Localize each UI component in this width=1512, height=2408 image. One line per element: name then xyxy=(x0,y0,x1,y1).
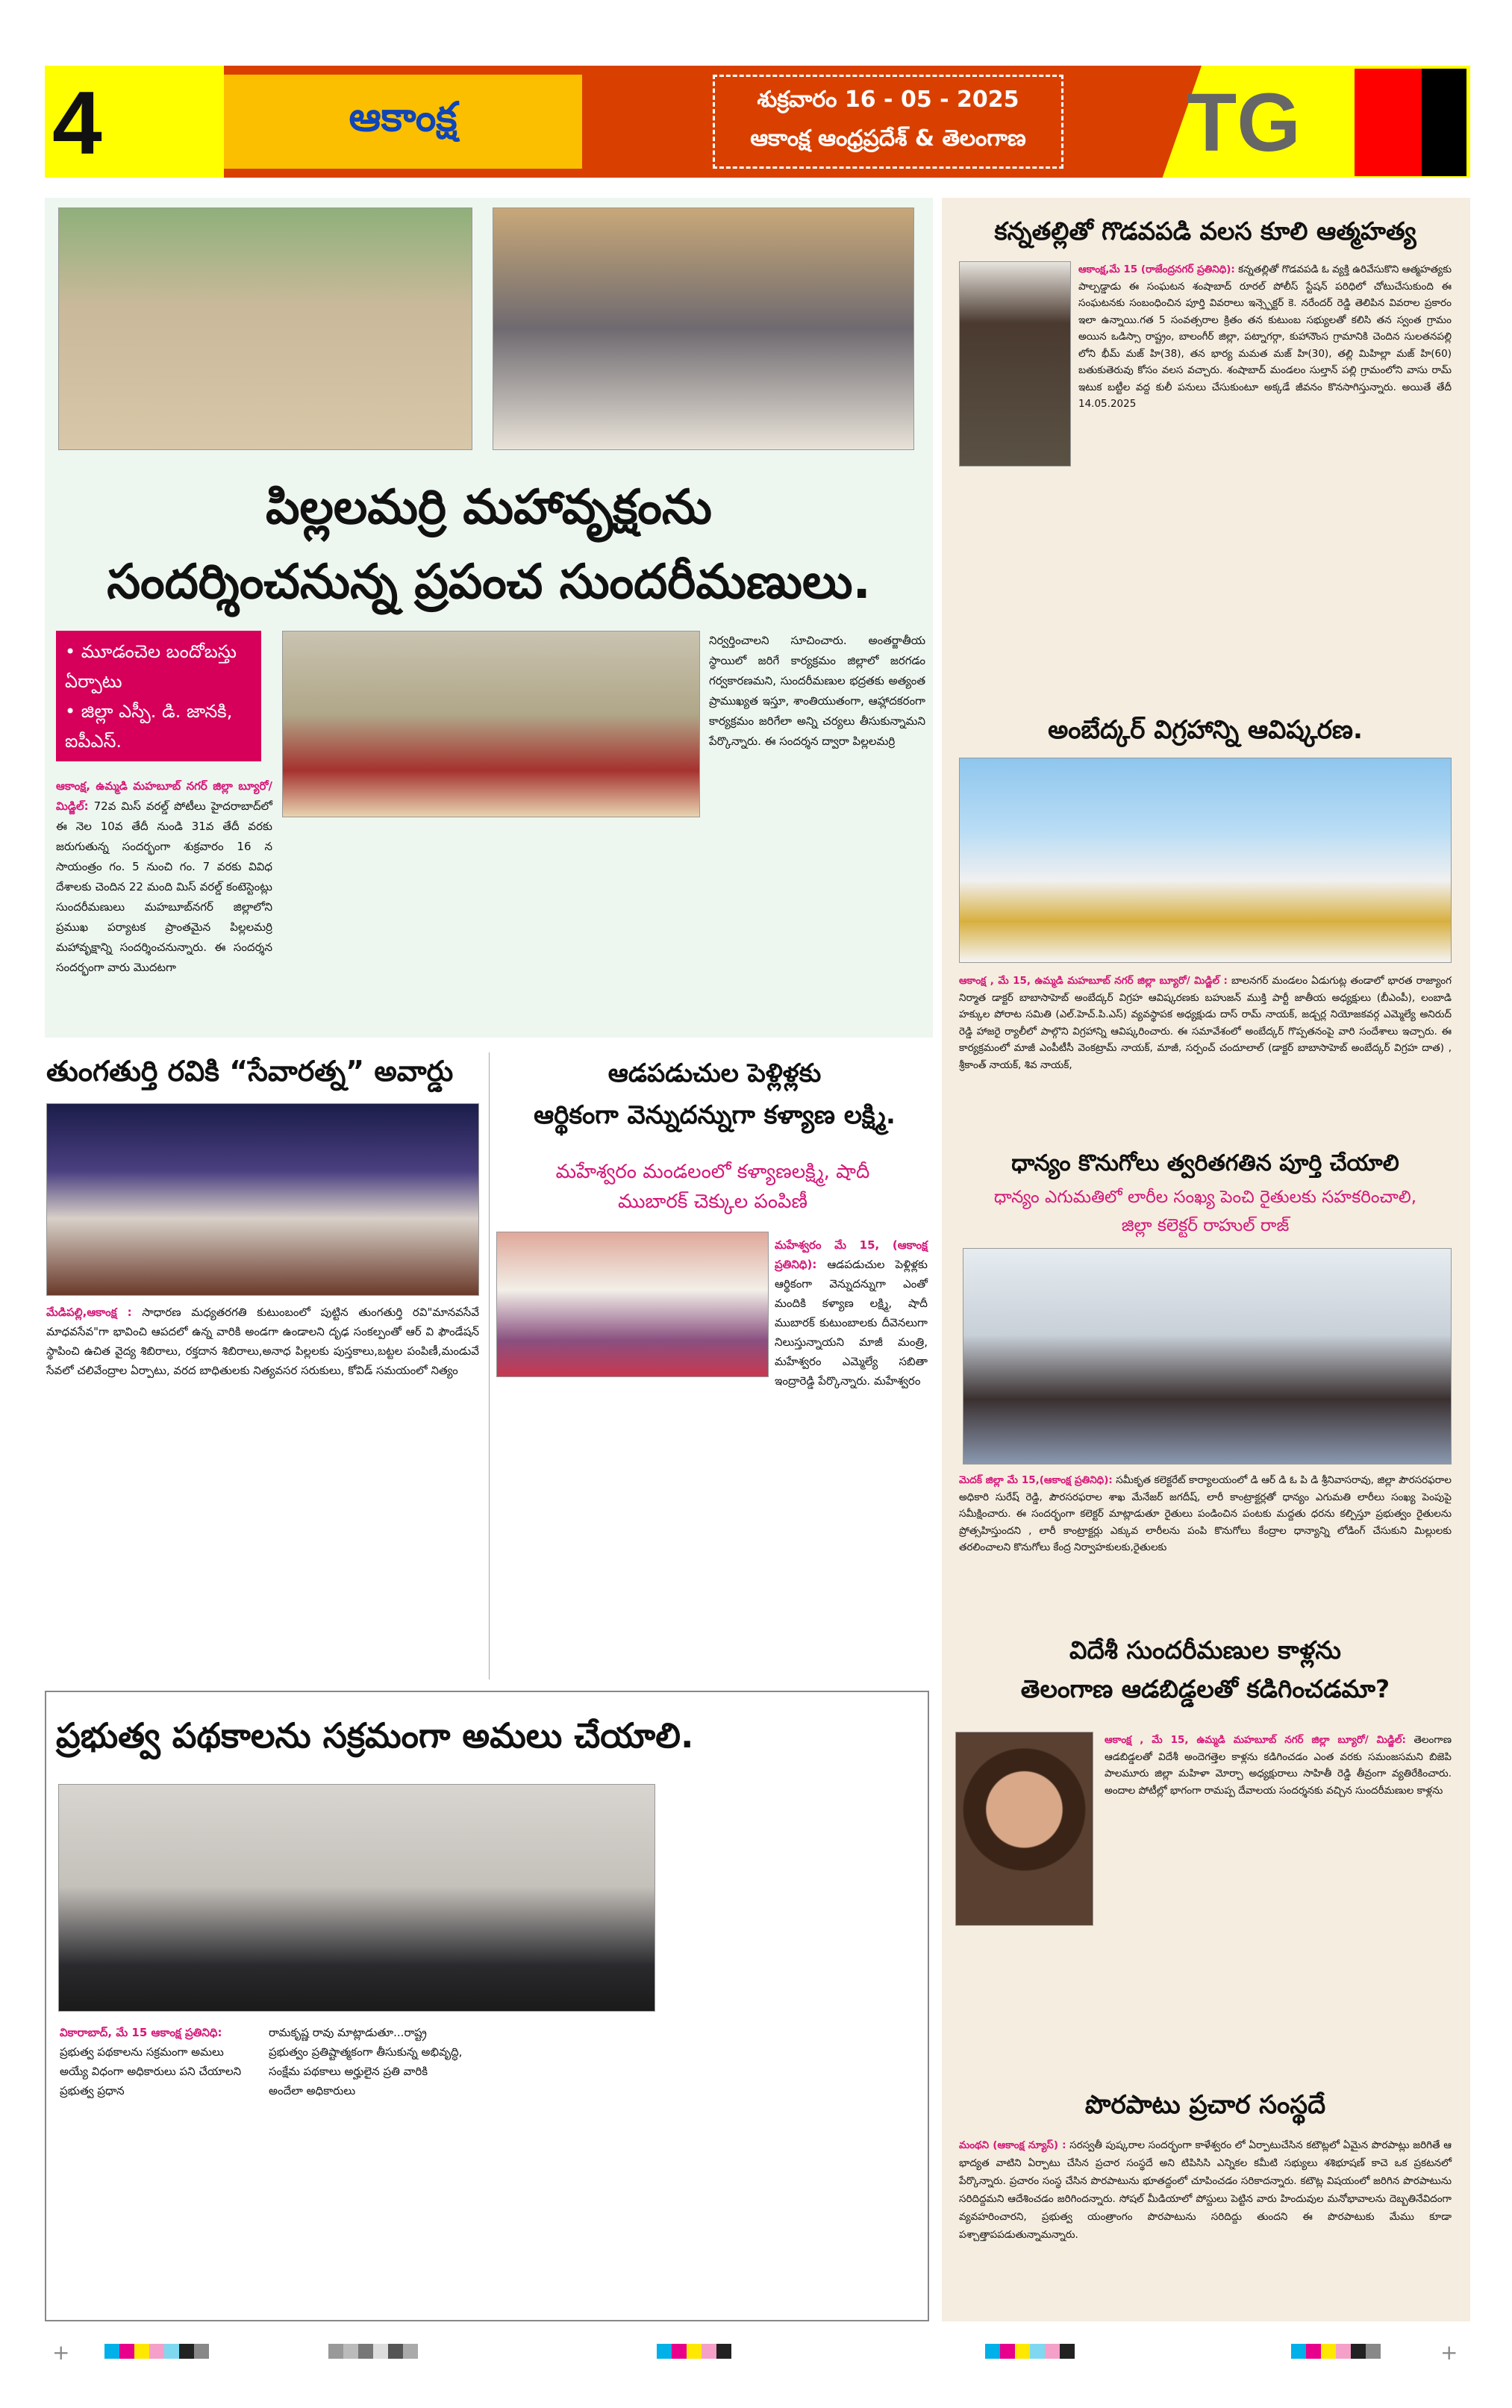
photo-wrap-spacer xyxy=(955,1732,1105,1933)
kalyan-subheadline: మహేశ్వరం మండలంలో కళ్యాణలక్ష్మి, షాదీ ముబారక్ చెక్కుల పంపిణీ xyxy=(555,1161,870,1213)
story-text: 72వ మిస్ వరల్డ్ పోటీలు హైదరాబాద్‌లో ఈ నెల 10వ తేదీ నుండి 31వ తేదీ వరకు జరుగుతున్న సందర్భంగా శుక్రవారం 16 న సాయంత్రం గం. 5 నుంచి గం. 7 వరకు వివిధ దేశాలకు చెందిన 22 మంది మిస్ వరల్డ్ కంటెస్టెంట్లు సుందరీమణులు మహబూబ్‌నగర్ జిల్లాలోని ప్రముఖ పర్యాటక ప్రాంతమైన పిల్లలమర్రి మహావృక్షాన్ని సందర్శించనున్నారు. ఈ సందర్శన సందర్భంగా వారు మొదటగా xyxy=(56,799,272,974)
edition-name: ఆకాంక్ష ఆంధ్రప్రదేశ్ & తెలంగాణ xyxy=(750,125,1026,152)
main-story-body xyxy=(56,776,272,978)
column-divider xyxy=(489,1052,490,1679)
byline: ఆకాంక్ష, ఉమ్మడి మహబూబ్ నగర్ జిల్లా బ్యూరో/ మిడ్జిల్: xyxy=(56,779,272,813)
suicide-body xyxy=(959,261,1452,470)
error-body xyxy=(959,2136,1452,2244)
color-bar xyxy=(104,2344,209,2359)
color-bar xyxy=(985,2344,1075,2359)
ambedkar-headline: అంబేద్కర్ విగ్రహాన్ని ఆవిష్కరణ. xyxy=(1048,715,1363,745)
story-text: సరస్వతీ పుష్కరాల సందర్భంగా కాళేశ్వరం లో ఏర్పాటుచేసిన కటౌట్లలో ఏమైన పొరపాట్లు జరిగితే ఆ భాద్యత వాటిని ఏర్పాటు చేసిన ప్రచార సంస్థదే అని టిపిసిసి ఎన్నికల కమీటి సభ్యులు శశిభూషణ్ కాచె ఒక ప్రకటనలో పేర్కొన్నారు. ప్రచారం సంస్థ చేసిన పొరపాటును భూతద్దంలో చూపించడం సరికాదన్నారు. కటౌట్ల విషయంలో జరిగిన పొరపాటును సరిదిద్దమని ఆదేశించడం జరిగిందన్నారు. సోషల్ మీడియాలో పోస్టులు పెట్టిన వారు హిందువుల మనోభావాలను దెబ్బతినేవిదంగా వ్యవహరించారని, ప్రభుత్వ యంత్రాంగం పొరపాటును సరిదిద్దు తుందని ఈ పొరపాటుకు మేము కూడా పశ్చాత్తాపపడుతున్నామన్నారు. xyxy=(959,2139,1452,2241)
color-bar xyxy=(657,2344,731,2359)
story-text: రామకృష్ణ రావు మాట్లాడుతూ...రాష్ట్ర ప్రభుత్వం ప్రతిష్టాత్మకంగా తీసుకున్న అభివృద్ధి, సంక్షేమ పథకాలు అర్హులైన ప్రతి వారికి అందేలా అధికారులు xyxy=(269,2026,463,2097)
kalyan-headline xyxy=(496,1052,933,1136)
schemes-col-1 xyxy=(60,2023,254,2100)
date-box xyxy=(713,75,1063,169)
registration-mark: + xyxy=(1440,2340,1458,2365)
newspaper-logo xyxy=(224,75,582,169)
headline-line: సందర్శించనున్న ప్రపంచ సుందరీమణులు. xyxy=(107,555,871,610)
byline: ఆకాంక్ష,మే 15 (రాజేంద్రనగర్ ప్రతినిధి): xyxy=(1078,263,1235,275)
story-text: సాధారణ మధ్యతరగతి కుటుంబంలో పుట్టిన తుంగతుర్తి రవి"మానవసేవే మాధవసేవ"గా భావించి ఆపదలో ఉన్న వారికి అండగా ఉండాలని దృఢ సంకల్పంతో ఆర్ వి ఫౌండేషన్ స్థాపించి ఉచిత వైద్య శిబిరాలు, రక్తదాన శిబిరాలు,అనాధ పిల్లలకు పుస్తకాలు,బట్టల పంపిణీ,మండువే సేవలో చలివేంద్రాల ఏర్పాటు, వరద బాధితులకు నిత్యవసర సరుకులు, కోవిడ్ సమయంలో నిత్యం xyxy=(46,1306,479,1377)
headline-line: ఆడపడుచుల పెళ్లిళ్లకు xyxy=(607,1058,822,1088)
photo-police-meeting xyxy=(493,208,914,450)
issue-date: శుక్రవారం 16 - 05 - 2025 xyxy=(757,87,1019,113)
paddy-headline: ధాన్యం కొనుగోలు త్వరితగతిన పూర్తి చేయాలి xyxy=(1011,1150,1399,1176)
schemes-col-2 xyxy=(269,2023,463,2100)
highlights-box xyxy=(56,631,261,761)
story-text: బాలనగర్ మండలం ఏడుగుట్ల తండాలో భారత రాజ్యాంగ నిర్మాత డాక్టర్ బాబాసాహెబ్ అంబేద్కర్ విగ్రహ ఆవిష్కరణకు బహుజన్ ముక్తి పార్టీ జాతీయ అధ్యక్షులు (బీఎంపీ), లంబాడి హక్కుల పోరాట సమితి (ఎల్.హెచ్.పి.ఎస్) వ్యవస్థాపక అధ్యక్షుడు దాస్ రామ్ నాయక్, జడ్చర్ల నియోజకవర్గ ఎమ్మెల్యే అనిరుద్ రెడ్డి హాజరై ర్యాలీలో పాల్గొని విగ్రహాన్ని ఆవిష్కరించారు. ఈ సమావేశంలో అంబేద్కర్ గొప్పతనంపై వారి సందేశాలు ఇచ్చారు. ఈ కార్యక్రమంలో మాజీ ఎంపీటీసీ వెంకట్రామ్ నాయక్, మాజీ, సర్పంచ్ చందూలాల్ (డాక్టర్ బాబాసాహెబ్ అంబేద్కర్ విగ్రహ దాత) , శ్రీకాంత్ నాయక్, శివ నాయక్, xyxy=(959,975,1452,1071)
headline-line: తెలంగాణ ఆడబిడ్డలతో కడిగించడమా? xyxy=(1020,1674,1390,1703)
headline-line: పిల్లలమర్రి మహావృక్షంను xyxy=(266,480,712,535)
story-text: సమీకృత కలెక్టరేట్ కార్యాలయంలో డి ఆర్ డి ఓ పి డి శ్రీనివాసరావు, జిల్లా పౌరసరఫరాల అధికారి సురేష్ రెడ్డి, పౌరసరఫరాల శాఖ మేనేజర్ జగదీష్, లారీ కాంట్రాక్టర్లతో ధాన్యం ఎగుమతి లారీలు సంఖ్య పెంపుపై సమీక్షించారు. ఈ సందర్భంగా కలెక్టర్ మాట్లాడుతూ రైతులు పండించిన పంటకు మద్దతు ధరను కల్పిస్తూ ప్రభుత్వం రైతులను ప్రోత్సహిస్తుందని , లారీ కాంట్రాక్టర్లు ఎక్కువ లారీలను పంపి కొనుగోలు కేంద్రాల ధాన్యాన్ని లోడింగ్ చేసుకుని మిల్లులకు తరలించాలని కొనుగోలు కేంద్ర నిర్వాహకులకు,రైతులకు xyxy=(959,1474,1452,1553)
photo-officials-review xyxy=(58,1784,655,2012)
seva-body xyxy=(46,1303,479,1380)
main-headline xyxy=(52,470,925,620)
paddy-body xyxy=(959,1472,1452,1556)
logo-text: ఆకాంక్ష xyxy=(349,93,457,140)
byline: వికారాబాద్, మే 15 ఆకాంక్ష ప్రతినిధి: xyxy=(60,2026,222,2039)
photo-cheque-distribution xyxy=(496,1232,769,1377)
region-code: TG xyxy=(1187,77,1301,169)
kalyan-body xyxy=(775,1235,928,1391)
color-bar xyxy=(1291,2344,1381,2359)
story-text: తెలంగాణ ఆడబిడ్డలతో విదేశీ అందెగత్తెల కాళ్లను కడిగించడం ఎంత వరకు సమంజసమని బిజెపి పాలమూరు జిల్లా మహిళా మోర్చా అధ్యక్షురాలు సాహితీ రెడ్డి తీవ్రంగా వ్యతిరేకించారు. అందాల పోటీల్లో భాగంగా రామప్ప దేవాలయ సందర్శనకు వచ్చిన సుందరీమణుల కాళ్లను xyxy=(1105,1734,1452,1797)
story-text: ప్రభుత్వ పథకాలను సక్రమంగా అమలు అయ్యే విధంగా అధికారులు పని చేయాలని ప్రభుత్వ ప్రధాన xyxy=(60,2045,242,2097)
photo-collector-meeting xyxy=(963,1248,1452,1465)
photo-statue-unveiling xyxy=(959,758,1452,963)
byline: మేడిపల్లి,ఆకాంక్ష : xyxy=(46,1306,132,1319)
photo-wrap-spacer xyxy=(959,261,1078,470)
headline-line: విదేశీ సుందరీమణుల కాళ్లను xyxy=(1069,1635,1341,1665)
byline: మహేశ్వరం మే 15, (ఆకాంక్ష ప్రతినిధి): xyxy=(775,1238,928,1271)
registration-mark: + xyxy=(52,2340,70,2365)
page-number: 4 xyxy=(52,73,102,173)
paddy-subheadline: ధాన్యం ఎగుమతిలో లారీల సంఖ్య పెంచి రైతులకు సహకరించాలి, జిల్లా కలెక్టర్ రాహుల్ రాజ్ xyxy=(993,1188,1417,1235)
byline: ఆకాంక్ష , మే 15, ఉమ్మడి మహబూబ్ నగర్ జిల్లా బ్యూరో/ మిడ్జిల్ : xyxy=(959,975,1228,987)
color-flag xyxy=(1355,69,1466,176)
highlight-item: • మూడంచెల బందోబస్తు ఏర్పాటు xyxy=(65,641,237,692)
story-text: ఆడపడుచుల పెళ్లిళ్లకు ఆర్థికంగా వెన్నుదన్నుగా ఎంతో మందికి కళ్యాణ లక్ష్మి, షాదీ ముబారక్ కుటుంబాలకు దీవెనలుగా నిలుస్తున్నాయని మాజీ మంత్రి, మహేశ్వరం ఎమ్మెల్యే సబితా ఇంద్రారెడ్డి పేర్కొన్నారు. మహేశ్వరం xyxy=(775,1258,928,1388)
photo-award-ceremony xyxy=(46,1103,479,1296)
seva-headline: తుంగతుర్తి రవికి “సేవారత్న” అవార్డు xyxy=(46,1055,454,1088)
color-bar xyxy=(328,2344,418,2359)
suicide-headline: కన్నతల్లితో గొడవపడి వలస కూలి ఆత్మహత్య xyxy=(994,216,1416,246)
byline: మెదక్ జిల్లా మే 15,(ఆకాంక్ష ప్రతినిధి): xyxy=(959,1474,1113,1486)
error-headline: పొరపాటు ప్రచార సంస్థదే xyxy=(1084,2090,1326,2120)
highlight-item: • జిల్లా ఎస్పీ. డి. జానకి, ఐపీఎస్. xyxy=(65,701,233,752)
headline-line: ఆర్థికంగా వెన్నుదన్నుగా కళ్యాణ లక్ష్మి. xyxy=(534,1100,896,1130)
foreign-headline xyxy=(948,1631,1463,1709)
byline: ఆకాంక్ష , మే 15, ఉమ్మడి మహబూబ్ నగర్ జిల్లా బ్యూరో/ మిడ్జిల్: xyxy=(1105,1734,1406,1746)
foreign-body xyxy=(955,1732,1452,1933)
story-text: కన్నతల్లితో గొడవపడి ఓ వ్యక్తి ఉరివేసుకొని ఆత్మహత్యకు పాల్పడ్డాడు ఈ సంఘటన శంషాబాద్ రూరల్ పోలీస్ స్టేషన్ పరిధిలో చోటుచేసుకుంది ఈ సంఘటనకు సంబంధించిన పూర్తి వివరాలు ఇన్స్పెక్టర్ కె. నరేందర్ రెడ్డి తెలిపిన వివరాల ప్రకారం ఇలా ఉన్నాయి.గత 5 సంవత్సరాల క్రితం తన కుటుంబ సభ్యులతో కలిసి తన స్వంత గ్రామం అయిన ఒడిస్సా రాష్ట్రం, బాలంగీర్ జిల్లా, పట్నాగర్గా, కుహానౌంస గ్రామానికి చెందిన సులతనపల్లి లోని భీమ్ మజ్ హి(38), తన భార్య మమత మజ్ హి(30), తల్లి మిహిల్లా మజ్ హి(60) బతుకుతెరువు కోసం వలస వచ్చారు. శంషాబాద్ మండలం సుల్తాన్ పల్లి గ్రామంలోని వాసు రామ్ ఇటుక బట్టీల వద్ద కులీ పనులు చేసుకుంటూ అక్కడే జీవనం కొనసాగిస్తున్నారు. అయితే తేదీ 14.05.2025 xyxy=(1078,263,1452,410)
schemes-headline: ప్రభుత్వ పథకాలను సక్రమంగా అమలు చేయాలి. xyxy=(56,1715,694,1756)
story-text: నిర్వర్తించాలని సూచించారు. అంతర్జాతీయ స్థాయిలో జరిగే కార్యక్రమం జిల్లాలో జరగడం గర్వకారణమని, సుందరీమణుల భద్రతకు అత్యంత ప్రాముఖ్యత ఇస్తూ, శాంతియుతంగా, ఆహ్లాదకరంగా కార్యక్రమం జరిగేలా అన్ని చర్యలు తీసుకున్నామని పేర్కొన్నారు. ఈ సందర్శన ద్వారా పిల్లలమర్రి xyxy=(709,634,925,748)
ambedkar-body xyxy=(959,973,1452,1073)
photo-police-audience xyxy=(282,631,700,817)
main-story-side-column xyxy=(709,631,925,752)
photo-officials-walking xyxy=(58,208,472,450)
byline: మంథని (ఆకాంక్ష న్యూస్) : xyxy=(959,2139,1066,2151)
